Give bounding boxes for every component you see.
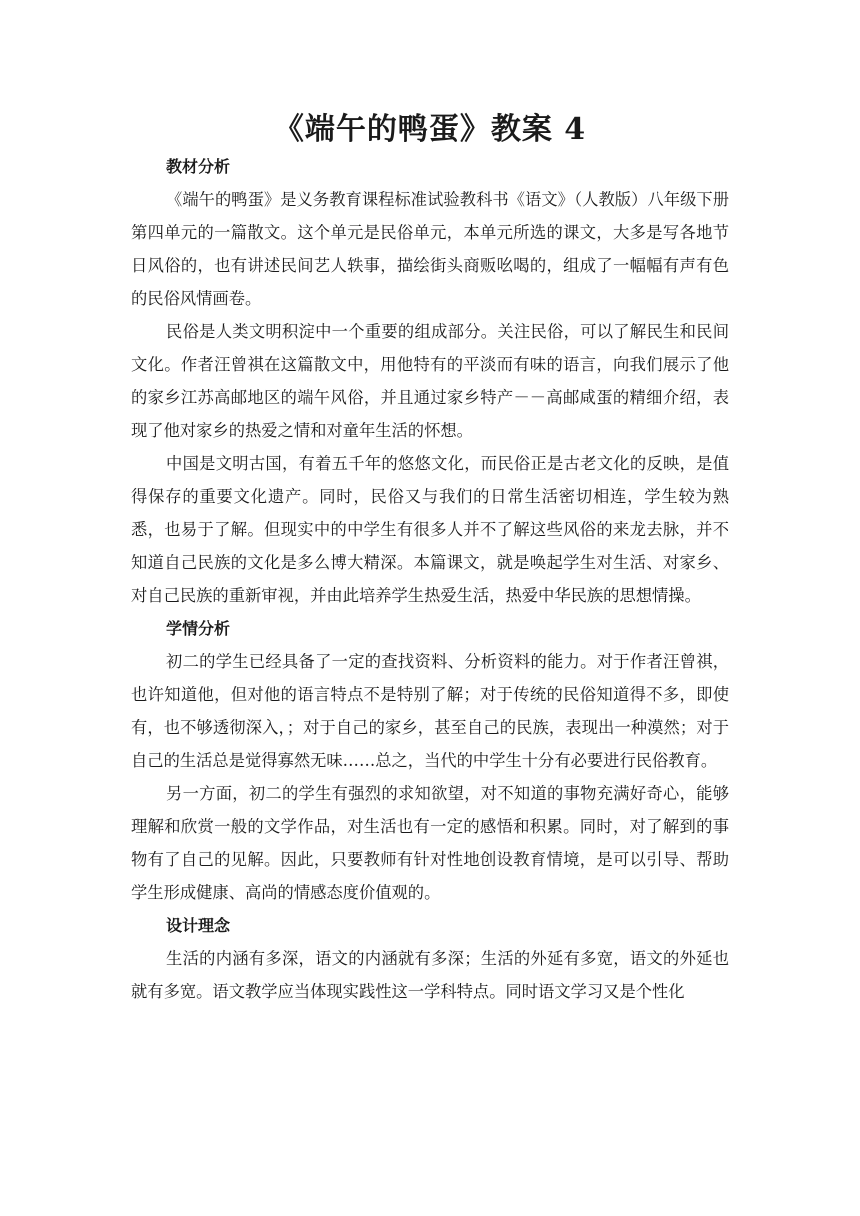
paragraph: 生活的内涵有多深，语文的内涵就有多深；生活的外延有多宽，语文的外延也就有多宽。语文教学应当体现实践性这一学科特点。同时语文学习又是个性化: [131, 949, 729, 1001]
document-body: [131, 150, 729, 1008]
section-heading-textbook-analysis: 教材分析: [166, 157, 231, 176]
paragraph: 民俗是人类文明积淀中一个重要的组成部分。关注民俗，可以了解民生和民间文化。作者汪曾祺在这篇散文中，用他特有的平淡而有味的语言，向我们展示了他的家乡江苏高邮地区的端午风俗，并且通过家乡特产－－高邮咸蛋的精细介绍，表现了他对家乡的热爱之情和对童年生活的怀想。: [131, 322, 729, 440]
paragraph: 另一方面，初二的学生有强烈的求知欲望，对不知道的事物充满好奇心，能够理解和欣赏一般的文学作品，对生活也有一定的感悟和积累。同时，对了解到的事物有了自己的见解。因此，只要教师有针对性地创设教育情境，是可以引导、帮助学生形成健康、高尚的情感态度价值观的。: [131, 784, 729, 902]
section-heading-design-concept: 设计理念: [166, 916, 231, 935]
paragraph: 初二的学生已经具备了一定的查找资料、分析资料的能力。对于作者汪曾祺，也许知道他，但对他的语言特点不是特别了解；对于传统的民俗知道得不多，即使有，也不够透彻深入，；对于自己的家乡，甚至自己的民族，表现出一种漠然；对于自己的生活总是觉得寡然无味……总之，当代的中学生十分有必要进行民俗教育。: [131, 652, 729, 770]
paragraph: 《端午的鸭蛋》是义务教育课程标准试验教科书《语文》（人教版）八年级下册第四单元的一篇散文。这个单元是民俗单元，本单元所选的课文，大多是写各地节日风俗的，也有讲述民间艺人轶事，描绘街头商贩吆喝的，组成了一幅幅有声有色的民俗风情画卷。: [131, 190, 729, 308]
paragraph: 中国是文明古国，有着五千年的悠悠文化，而民俗正是古老文化的反映，是值得保存的重要文化遗产。同时，民俗又与我们的日常生活密切相连，学生较为熟悉，也易于了解。但现实中的中学生有很多人并不了解这些风俗的来龙去脉，并不知道自己民族的文化是多么博大精深。本篇课文，就是唤起学生对生活、对家乡、对自己民族的重新审视，并由此培养学生热爱生活，热爱中华民族的思想情操。: [131, 454, 729, 605]
document-title: 《端午的鸭蛋》教案 4: [273, 112, 587, 147]
section-heading-student-analysis: 学情分析: [166, 619, 231, 638]
